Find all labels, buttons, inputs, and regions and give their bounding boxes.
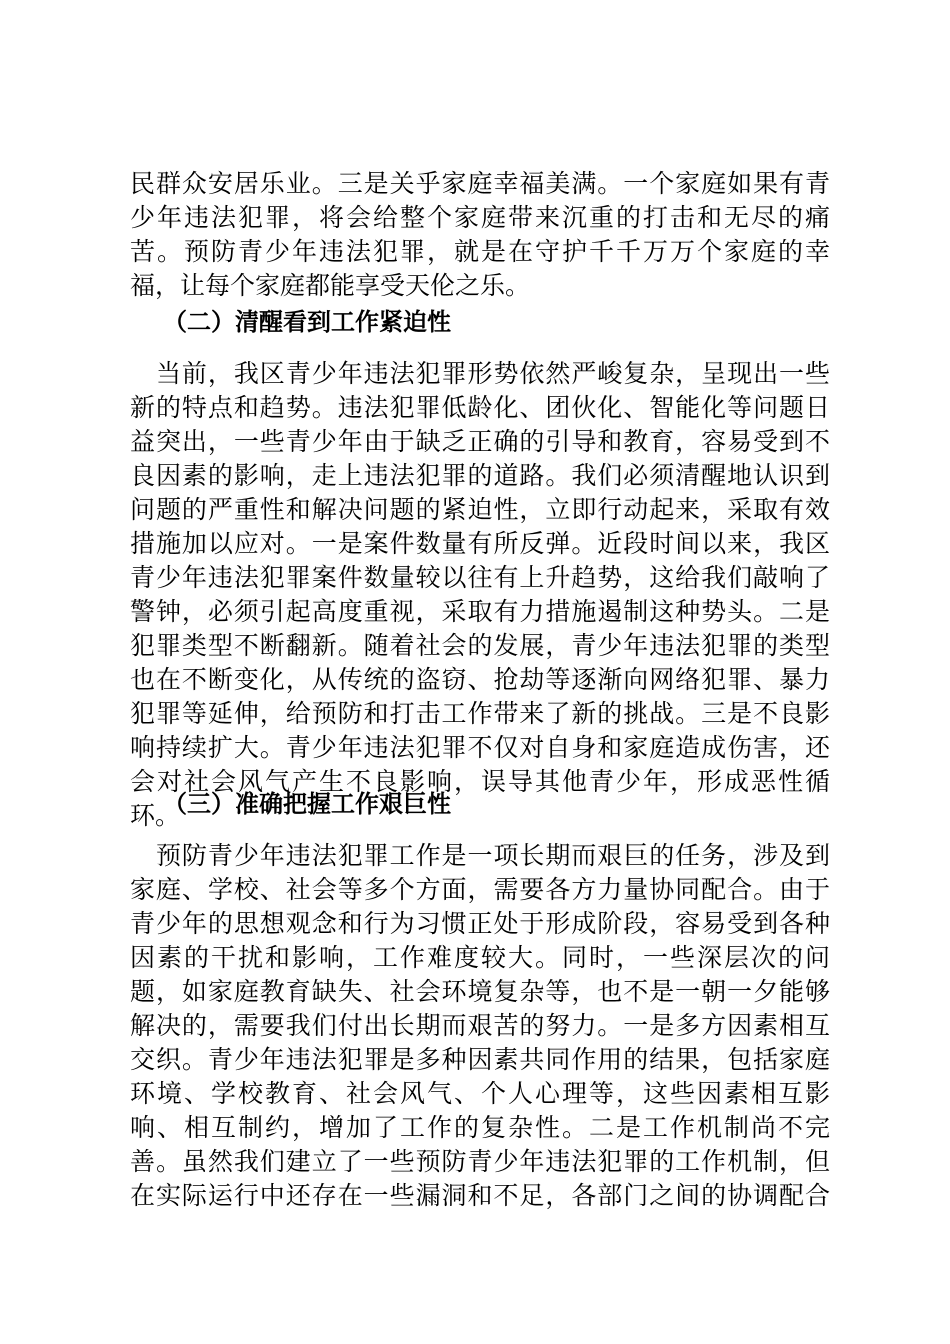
paragraph-line: 环。: [130, 801, 181, 830]
paragraph-line: 也在不断变化，从传统的盗窃、抢劫等逐渐向网络犯罪、暴力: [130, 665, 830, 694]
paragraph-line: 在实际运行中还存在一些漏洞和不足，各部门之间的协调配合: [130, 1181, 830, 1210]
paragraph-line: 善。虽然我们建立了一些预防青少年违法犯罪的工作机制，但: [130, 1147, 830, 1176]
paragraph-line: 青少年的思想观念和行为习惯正处于形成阶段，容易受到各种: [130, 909, 830, 938]
paragraph-3: [130, 839, 830, 1213]
paragraph-line: 犯罪等延伸，给预防和打击工作带来了新的挑战。三是不良影: [130, 699, 830, 728]
paragraph-line: 警钟，必须引起高度重视，采取有力措施遏制这种势头。二是: [130, 597, 830, 626]
section-heading-2: （二）清醒看到工作紧迫性: [163, 308, 451, 336]
paragraph-line: 苦。预防青少年违法犯罪，就是在守护千千万万个家庭的幸: [130, 237, 830, 266]
paragraph-line: 民群众安居乐业。三是关乎家庭幸福美满。一个家庭如果有青: [130, 169, 830, 198]
paragraph-line: 响、相互制约，增加了工作的复杂性。二是工作机制尚不完: [130, 1113, 830, 1142]
paragraph-line: 福，让每个家庭都能享受天伦之乐。: [130, 271, 531, 300]
paragraph-line: 犯罪类型不断翻新。随着社会的发展，青少年违法犯罪的类型: [130, 631, 830, 660]
paragraph-line: 交织。青少年违法犯罪是多种因素共同作用的结果，包括家庭: [130, 1045, 830, 1074]
paragraph-line: 家庭、学校、社会等多个方面，需要各方力量协同配合。由于: [130, 875, 830, 904]
paragraph-line: 新的特点和趋势。违法犯罪低龄化、团伙化、智能化等问题日: [130, 393, 830, 422]
paragraph-line: 环境、学校教育、社会风气、个人心理等，这些因素相互影: [130, 1079, 830, 1108]
paragraph-line: 因素的干扰和影响，工作难度较大。同时，一些深层次的问: [130, 943, 830, 972]
paragraph-1: [130, 167, 830, 303]
paragraph-line: 预防青少年违法犯罪工作是一项长期而艰巨的任务，涉及到: [130, 841, 830, 870]
section-heading-3: （三）准确把握工作艰巨性: [163, 790, 451, 818]
paragraph-line: 少年违法犯罪，将会给整个家庭带来沉重的打击和无尽的痛: [130, 203, 830, 232]
paragraph-line: 响持续扩大。青少年违法犯罪不仅对自身和家庭造成伤害，还: [130, 733, 830, 762]
paragraph-line: 措施加以应对。一是案件数量有所反弹。近段时间以来，我区: [130, 529, 830, 558]
paragraph-line: 问题的严重性和解决问题的紧迫性，立即行动起来，采取有效: [130, 495, 830, 524]
paragraph-line: 当前，我区青少年违法犯罪形势依然严峻复杂，呈现出一些: [130, 359, 830, 388]
paragraph-line: 解决的，需要我们付出长期而艰苦的努力。一是多方因素相互: [130, 1011, 830, 1040]
paragraph-line: 良因素的影响，走上违法犯罪的道路。我们必须清醒地认识到: [130, 461, 830, 490]
paragraph-2: [130, 357, 830, 833]
paragraph-line: 青少年违法犯罪案件数量较以往有上升趋势，这给我们敲响了: [130, 563, 830, 592]
paragraph-line: 会对社会风气产生不良影响，误导其他青少年，形成恶性循: [130, 767, 830, 796]
paragraph-line: 题，如家庭教育缺失、社会环境复杂等，也不是一朝一夕能够: [130, 977, 830, 1006]
paragraph-line: 益突出，一些青少年由于缺乏正确的引导和教育，容易受到不: [130, 427, 830, 456]
